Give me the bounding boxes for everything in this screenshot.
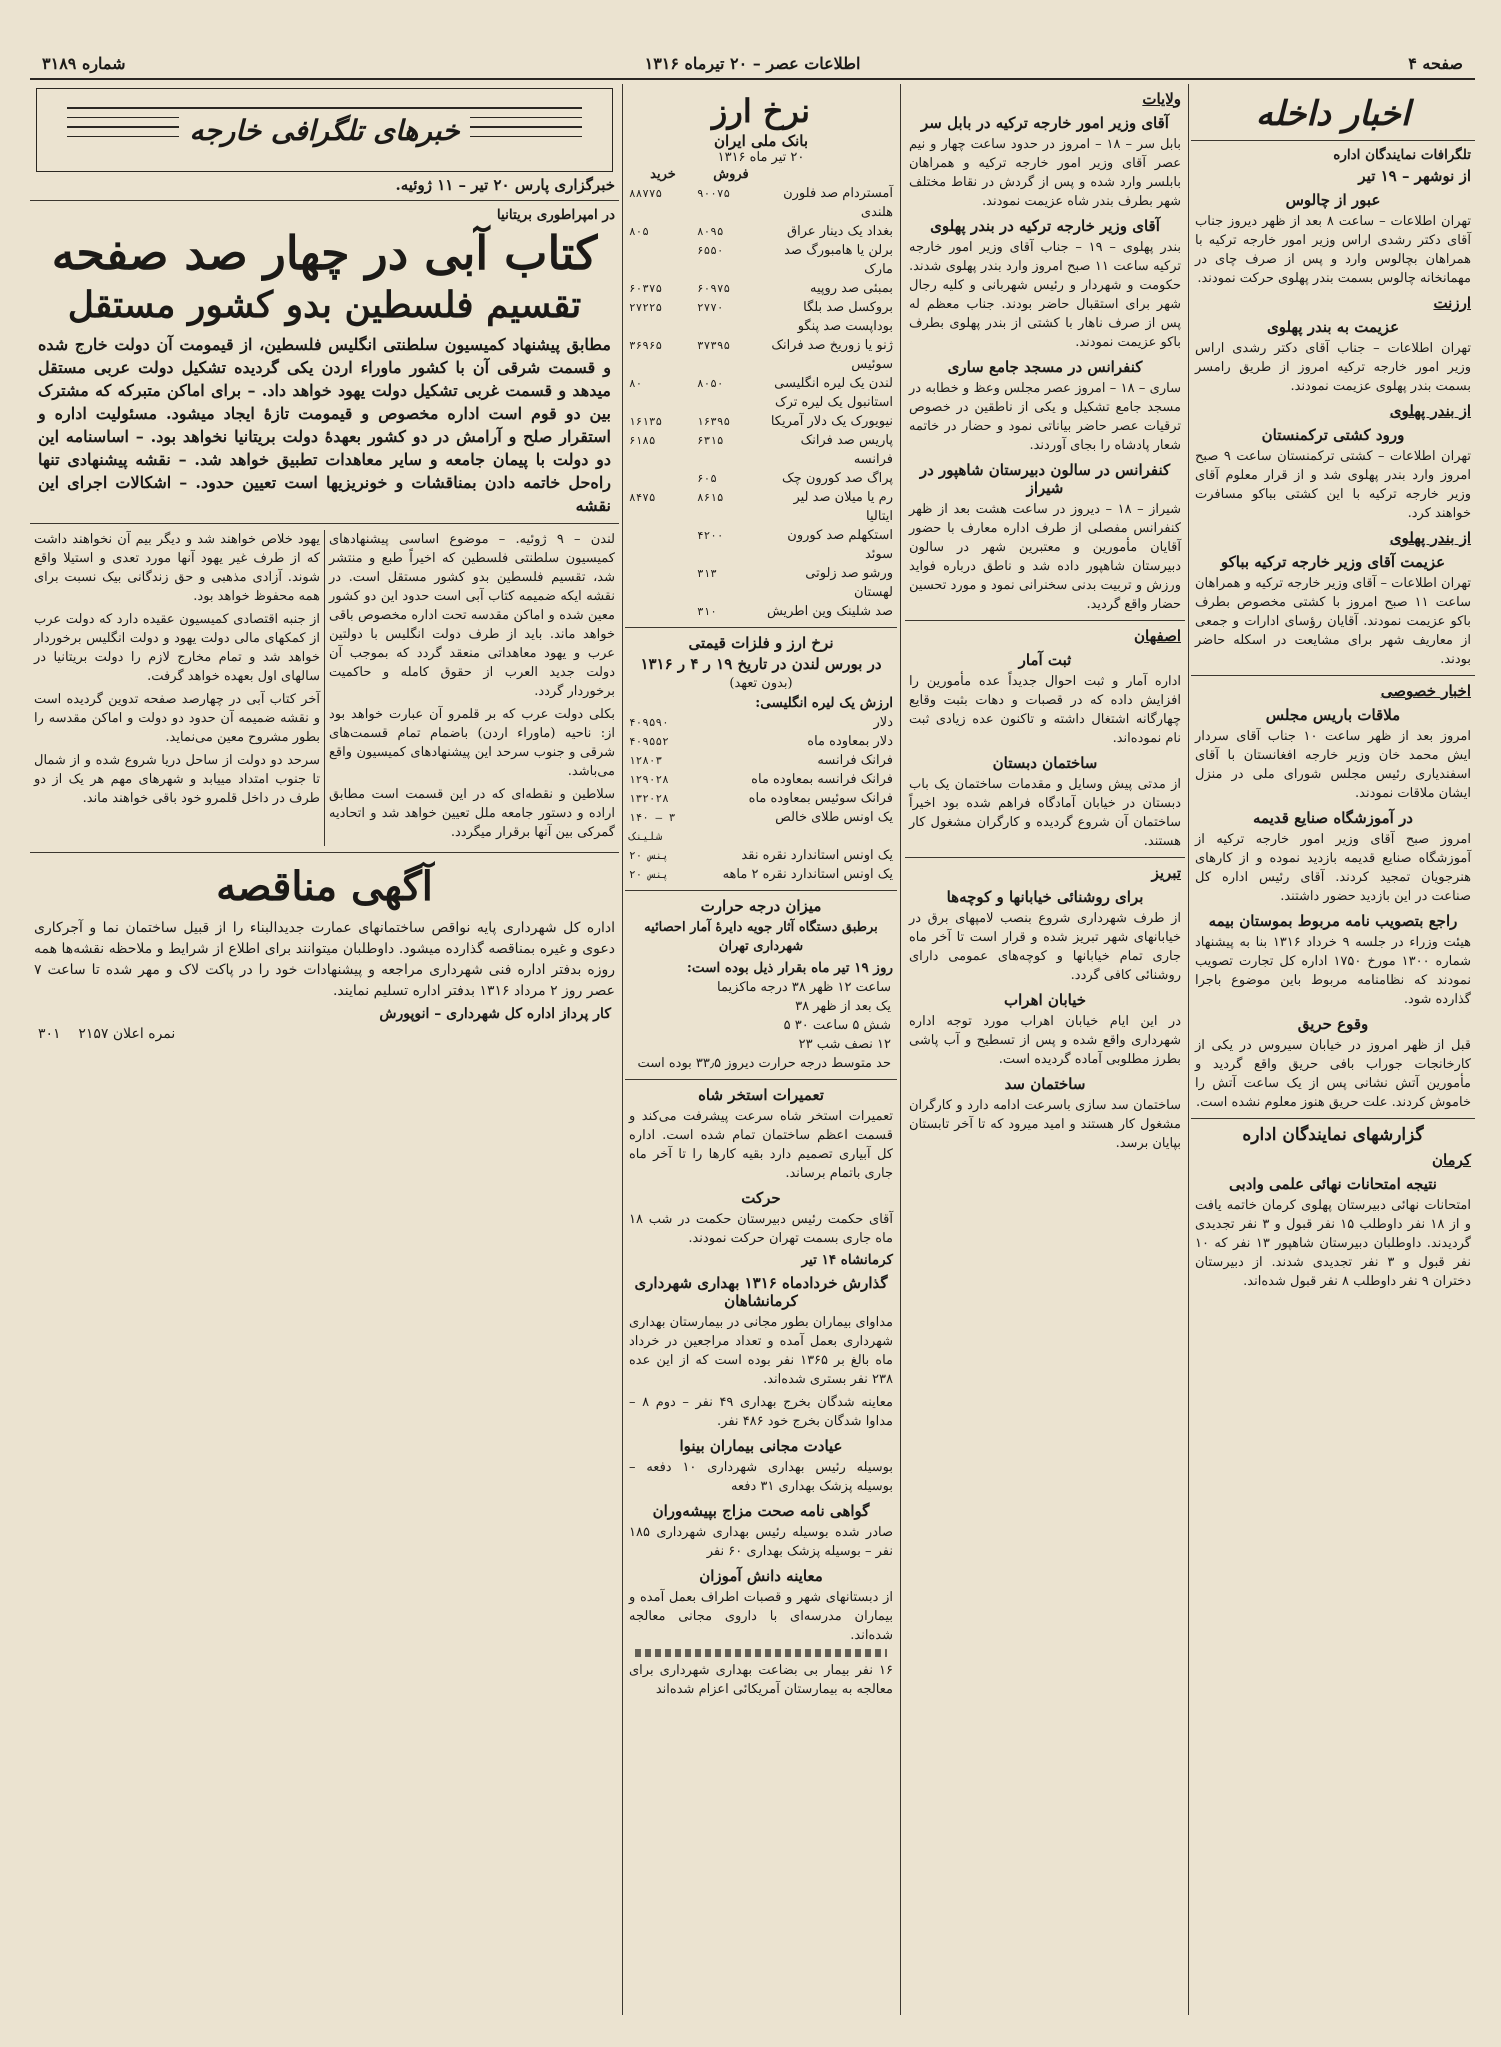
rate-row-label: استانبول یک لیره ترک: [774, 395, 893, 410]
rate-row-value: ۸۰۵۰: [697, 377, 724, 390]
rate-row: [629, 317, 893, 336]
headline-2: تقسیم فلسطین بدو کشور مستقل: [67, 284, 582, 326]
banner-title: خبرهای تلگرافی خارجه: [179, 114, 469, 147]
metal-row: [629, 865, 893, 884]
rate-row-label: بوداپست صد پنگو: [797, 319, 893, 334]
metal-row-value: ۲۰ پنس: [629, 849, 669, 862]
foreign-subcol-left: [30, 530, 325, 846]
rate-row: [629, 298, 893, 317]
foreign-paragraph: یهود خلاص خواهند شد و دیگر بیم آن نخواهند داشت که از طرف غیر یهود آنها مورد تعدی و استیلا واقع شوند. آزادی مذهبی و حق زندگانی بیک نسبت برای همه محفوظ خواهد بود.: [34, 532, 320, 604]
metal-row: [629, 808, 893, 846]
headline-1: کتاب آبی در چهار صد صفحه: [51, 226, 598, 280]
metal-row-label: فرانک فرانسه بمعاوده ماه: [751, 772, 893, 787]
tender-ad-no: نمره اعلان ۲۱۵۷: [78, 1026, 176, 1042]
rate-row: [629, 336, 893, 374]
rate-row-value: [629, 469, 697, 488]
rate-row-value: ۳۱۳: [697, 567, 717, 580]
rates-col-sell: فروش: [713, 167, 749, 182]
private-item-title: راجع بتصویب نامه مربوط بموستان بیمه: [1208, 912, 1458, 930]
rates-column: [625, 84, 897, 2015]
temp-sub: برطبق دستگاه آثار جویه دایرهٔ آمار احصائیه شهرداری تهران: [644, 920, 878, 954]
metal-row-value: ۴۰۹۵۹۰: [629, 716, 669, 729]
temp-row: حد متوسط درجه حرارت دیروز ۳۳٫۵ بوده است: [637, 1056, 891, 1071]
rate-row-value: [629, 393, 697, 412]
province-item-body: ساختمان سد سازی باسرعت ادامه دارد و کارگران مشغول کار هستند و امید میرود که تا آخر تابستان بپایان برسد.: [909, 1098, 1181, 1151]
province-item-title: آقای وزیر امور خارجه ترکیه در بابل سر: [921, 114, 1169, 132]
rate-row: [629, 602, 893, 621]
shah-body: تعمیرات استخر شاه سرعت پیشرفت می‌کند و قسمت اعظم ساختمان تمام شده است. اداره کل آبیاری تصمیم دارد بقیه کارها را تا آخر ماه جاری باتمام برساند.: [629, 1109, 893, 1181]
foreign-subcol-right: [325, 530, 619, 846]
page-label: صفحه ۴: [1408, 54, 1463, 73]
rate-row-value: ۳۱۰: [697, 605, 717, 618]
health-body-2: معاینه شدگان بخرج بهداری ۴۹ نفر – دوم ۸ – مداوا شدگان بخرج خود ۴۸۶ نفر.: [629, 1395, 893, 1429]
domestic-column: [1191, 84, 1475, 2015]
domestic-item-body: تهران اطلاعات – آقای وزیر خارجه ترکیه و همراهان ساعت ۱۱ صبح امروز با کشتی مخصوص بطرف باکو عزیمت نمودند. آقایان رؤسای ادارات و جمعی از معاریف شهر برای مشایعت در اسکله حاضر بودند.: [1195, 576, 1471, 667]
rate-row-value: [629, 564, 697, 602]
metal-row: [629, 846, 893, 865]
foreign-paragraph: بکلی دولت عرب که بر قلمرو آن عبارت خواهد بود از: ناحیه (ماوراء اردن) باضمام تمام قسمت‌های شرقی و جنوب سرحد این پیشنهادهای کمیسیون واقع می‌باشد.: [329, 707, 615, 779]
metal-row-label: دلار: [873, 715, 893, 730]
temp-row: شش ۵ ساعت ۳۰ ۵: [783, 1018, 891, 1033]
exam-body: امتحانات نهائی دبیرستان پهلوی کرمان خاتمه یافت و از ۱۸ نفر داوطلب ۱۵ نفر قبول و ۳ نفر تجدیدی گردیدند. داوطلبان دبیرستان شاهپور ۱۳ نفر که ۱۰ نفر قبول و ۳ نفر تجدیدی شدند. از دبیرستان دختران ۹ نفر داوطلب ۸ نفر قبول شده‌اند.: [1195, 1198, 1471, 1289]
rate-row-value: ۶۵۵۰: [697, 244, 724, 257]
provinces-column: [905, 84, 1185, 2015]
private-item-title: وقوع حریق: [1297, 1015, 1369, 1033]
rate-row-label: ژنو یا زوریخ صد فرانک سوئیس: [771, 338, 893, 372]
foreign-dateline: خبرگزاری پارس ۲۰ تیر – ۱۱ ژوئیه.: [395, 176, 615, 194]
metal-row-label: یک اونس طلای خالص: [775, 810, 893, 825]
rate-row-value: ۱۶۱۳۵: [629, 415, 663, 428]
cert-title: گواهی نامه صحت مزاج بپیشه‌وران: [652, 1502, 870, 1520]
metal-row-value: ۱۳۲۰۲۸: [629, 792, 669, 805]
tender-body: اداره کل شهرداری پایه نواقص ساختمانهای عمارت جدیدالبناء را از قبیل ساختمان نما و آجرکاری دعوی و غیره بمناقصه گذارده میشود. داوطلبان میتوانند برای اطلاع از شرایط و ملاحظه نقشه‌ها همه روزه بدفتر اداره فنی شهرداری مراجعه و پیشنهادات خود را در پاکت لاک و مهر شده تا ساعت ۷ عصر روز ۲ مرداد ۱۳۱۶ بدفتر اداره تسلیم نمایند.: [34, 920, 615, 999]
rate-row-label: استکهلم صد کورون سوئد: [787, 528, 893, 562]
domestic-item-title: ورود کشتی ترکمنستان: [1261, 426, 1405, 444]
newspaper-page: [30, 40, 1475, 2025]
metal-row-label: فرانک سوئیس بمعاوده ماه: [748, 791, 893, 806]
health-body: مداوای بیماران بطور مجانی در بیمارستان بهداری شهرداری بعمل آمده و تعداد مراجعین در خرداد ماه بالغ بر ۱۳۶۵ نفر بوده است که از این عده ۲۳۸ نفر بستری شده‌اند.: [629, 1315, 893, 1387]
domestic-item-title: عزیمت به بندر پهلوی: [1266, 318, 1400, 336]
domestic-subtitle: تلگرافات نمایندگان اداره: [1333, 147, 1471, 163]
rate-row: [629, 488, 893, 526]
rate-row-value: ۶۰۵: [697, 472, 717, 485]
metal-row-label: دلار بمعاوده ماه: [807, 734, 893, 749]
rate-row-value: ۸۰۹۵: [697, 225, 724, 238]
column-rule: [622, 84, 623, 2015]
rate-row-value: ۱۶۳۹۵: [697, 415, 731, 428]
metal-row: [629, 732, 893, 751]
domestic-item-title: عزیمت آقای وزیر خارجه ترکیه بباکو: [1220, 553, 1446, 571]
rate-row-value: [629, 241, 697, 279]
shah-title: تعمیرات استخر شاه: [698, 1086, 824, 1104]
move-title: حرکت: [741, 1189, 781, 1207]
metal-row: [629, 713, 893, 732]
province-item-title: ساختمان سد: [1004, 1075, 1086, 1093]
metal-row-label: یک اونس استاندارد نقره نقد: [741, 848, 893, 863]
rate-row: [629, 374, 893, 393]
rate-row: [629, 564, 893, 602]
province-item-title: ثبت آمار: [1018, 651, 1072, 669]
rate-row-value: ۸۰: [629, 377, 643, 390]
rate-row-label: لندن یک لیره انگلیسی: [774, 376, 893, 391]
rate-row: [629, 469, 893, 488]
foreign-kicker: در امپراطوری بریتانیا: [496, 207, 615, 223]
masthead: [30, 52, 1475, 80]
rate-row-value: ۶۳۱۵: [697, 434, 724, 447]
rate-row: [629, 222, 893, 241]
exam-title: نتیجه امتحانات نهائی علمی وادبی: [1229, 1175, 1437, 1193]
rate-row-label: رم یا میلان صد لیر ایتالیا: [793, 490, 893, 524]
rates-table: [625, 184, 897, 621]
rate-row-value: [697, 317, 765, 336]
section-title: اخبار خصوصی: [1380, 682, 1471, 700]
rate-row-value: ۸۰۵: [629, 225, 649, 238]
domestic-item-body: تهران اطلاعات – ساعت ۸ بعد از ظهر دیروز جناب آقای دکتر رشدی اراس وزیر امور خارجه ترکیه با همراهان بچالوس وارد و پس از صرف چای در مهمانخانه چالوس بسمت بندر پهلوی حرکت نمودند.: [1195, 214, 1471, 286]
temp-row: یک بعد از ظهر ۳۸: [795, 999, 891, 1014]
foreign-column: [30, 84, 619, 2015]
rate-row-label: پاریس صد فرانک فرانسه: [800, 433, 893, 467]
foreign-paragraph: سرحد دو دولت از ساحل دریا شروع شده و از شمال تا جنوب امتداد مییابد و شهرهای مهم هر یک از دو طرف در داخل قلمرو خود باقی خواهند ماند.: [34, 753, 320, 806]
section-title: ولایات: [1142, 90, 1181, 108]
province-item-title: کنفرانس در مسجد جامع ساری: [947, 358, 1143, 376]
rates-bank: بانک ملی ایران: [713, 132, 809, 150]
metal-row: [629, 770, 893, 789]
section-title: تبریز: [1151, 864, 1181, 882]
province-item-title: خیابان اهراب: [1004, 991, 1086, 1009]
metals-sub: در بورس لندن در تاریخ ۱۹ ر ۴ ر ۱۳۱۶: [640, 655, 882, 673]
private-item-body: امروز بعد از ظهر ساعت ۱۰ جناب آقای سردار ایش محمد خان وزیر خارجه افغانستان با آقای اسفندیاری رئیس مجلس شورای ملی در منزل ایشان ملاقات نمودند.: [1195, 729, 1471, 801]
private-item-title: ملاقات باریس مجلس: [1265, 706, 1401, 724]
metal-row-label: فرانک فرانسه: [817, 753, 893, 768]
rate-row-value: ۶۰۳۷۵: [629, 282, 663, 295]
domestic-dateline: از نوشهر – ۱۹ تیر: [1358, 167, 1471, 185]
rate-row-label: بمبئی صد روپیه: [809, 281, 893, 296]
province-item-title: ساختمان دبستان: [992, 754, 1098, 772]
rate-row-label: بغداد یک دینار عراق: [787, 224, 893, 239]
rate-row-label: پراگ صد کورون چک: [782, 471, 893, 486]
rate-row: [629, 526, 893, 564]
section-title: ارزنت: [1433, 294, 1471, 312]
rates-foot: ۱۶ نفر بیمار بی بضاعت بهداری شهرداری برای معالجه به بیمارستان آمریکائی اعزام شده‌اند: [629, 1663, 893, 1697]
rate-row-label: صد شلینک وین اطریش: [766, 604, 893, 619]
divider: [635, 1649, 887, 1657]
section-title: از بندر پهلوی: [1389, 402, 1471, 420]
rate-row-value: ۹۰۰۷۵: [697, 187, 731, 200]
metal-row: [629, 751, 893, 770]
rate-row-value: [629, 526, 697, 564]
issue-label: شماره ۳۱۸۹: [42, 54, 126, 73]
rate-row-value: ۳۷۳۹۵: [697, 339, 731, 352]
rate-row-value: ۶۱۸۵: [629, 434, 656, 447]
metal-row-value: ۱۴۰ – ۳ شلینک: [629, 811, 676, 843]
private-item-body: قبل از ظهر امروز در خیابان سیروس در یکی از کارخانجات جوراب بافی حریق واقع گردید و مأمورین آتش نشانی پس از یک ساعت آتش را خاموش کردند. علت حریق هنوز معلوم نشده است.: [1195, 1038, 1471, 1110]
foreign-body-columns: [30, 530, 619, 846]
rate-row-label: بروکسل صد بلگا: [803, 300, 893, 315]
school-body: از دبستانهای شهر و قصبات اطراف بعمل آمده و بیماران مدرسه‌ای با داروی مجانی معالجه شده‌اند.: [629, 1590, 893, 1643]
temp-row: ۱۲ نصف شب ۲۳: [798, 1037, 891, 1052]
metal-row-value: ۱۲۸۰۳: [629, 754, 663, 767]
province-item-body: بابل سر – ۱۸ – امروز در حدود ساعت چهار و نیم عصر آقای وزیر امور خارجه ترکیه و همراهان بابلسر وارد شده و پس از گردش در نقاط مختلف شهر بطرف بندر شاه عزیمت نمودند.: [909, 137, 1181, 209]
column-rule: [900, 84, 901, 2015]
metal-row-value: ۲۰ پنس: [629, 868, 669, 881]
temp-title: میزان درجه حرارت: [700, 897, 822, 915]
metals-title: نرخ ارز و فلزات قیمتی: [688, 634, 834, 652]
private-item-body: هیئت وزراء در جلسه ۹ خرداد ۱۳۱۶ بنا به پیشنهاد شماره ۱۳۰۰ مورخ ۱۷۵۰ اداره کل تجارت تصویب نمودند که نظامنامه مربوط باین موضوع باجرا گذارده شود.: [1195, 935, 1471, 1007]
province-item-body: در این ایام خیابان اهراب مورد توجه اداره شهرداری واقع شده و پس از تسطیح و آب پاشی بطرز مطلوبی آماده گردیده است.: [909, 1014, 1181, 1067]
foreign-paragraph: سلاطین و نقطه‌ای که در این قسمت است مطابق اراده و دستور جامعه ملل تعیین خواهد شد و اتحادیه گمرکی بین آنها برقرار میگردد.: [329, 787, 615, 840]
rate-row: [629, 393, 893, 412]
metal-row-label: یک اونس استاندارد نقره ۲ ماهه: [722, 867, 893, 882]
rates-title: نرخ ارز: [711, 92, 811, 130]
rate-row: [629, 431, 893, 469]
move-body: آقای حکمت رئیس دبیرستان حکمت در شب ۱۸ ماه جاری بسمت تهران حرکت نمودند.: [629, 1212, 893, 1246]
tender-ad-code: ۳۰۱: [38, 1026, 61, 1042]
province-item-title: آقای وزیر خارجه ترکیه در بندر پهلوی: [930, 217, 1160, 235]
reports-title: گزارشهای نمایندگان اداره: [1242, 1125, 1424, 1145]
rate-row: [629, 412, 893, 431]
section-title: کرمان: [1431, 1151, 1471, 1169]
rate-row-value: [629, 317, 697, 336]
rate-row-label: آمستردام صد فلورن هلندی: [783, 186, 893, 220]
metal-row-value: ۱۲۹۰۲۸: [629, 773, 669, 786]
rate-row-value: ۲۷۲۲۵: [629, 301, 663, 314]
rate-row-label: برلن یا هامبورگ صد مارک: [784, 243, 893, 277]
foreign-paragraph: از جنبه اقتصادی کمیسیون عقیده دارد که دولت عرب از کمکهای مالی دولت یهود و دولت انگلیس برخوردار خواهد شد و تمام مخارج لازم را دولت بریتانیا در سالهای اول بعهده خواهد گرفت.: [34, 612, 320, 684]
metal-row: [629, 789, 893, 808]
column-rule: [1188, 84, 1189, 2015]
foreign-lead: مطابق پیشنهاد کمیسیون سلطنتی انگلیس فلسطین، از قیمومت آن دولت خارج شده و قسمت شرقی آن با کشور ماوراء اردن یکی گردیده تشکیل دولت عربی مستقل میدهد و قسمت غربی تشکیل دولت یهود خواهد داد. – برای اماکن متبرکه که مشترک بین دو قوم است اداره مخصوص و قیمومت تازهٔ ایجاد میشود. مسئولیت اداره و استقرار صلح و آرامش در دو کشور بعهدهٔ دولت بریتانیا نخواهد بود. – اساسنامه این دو دولت با پیمان جامعه و سایر معاهدات تطبیق خواهد شد. – نقشه پیشنهادی تنها راه‌حل خاتمه دادن بمناقشات و خونریزیها است تعیین حدود. – اشکالات اجرای این نقشه: [38, 335, 611, 515]
rates-header-row: [629, 165, 893, 184]
school-title: معاینه دانش آموزان: [699, 1567, 823, 1585]
rate-row-value: ۶۰۹۷۵: [697, 282, 731, 295]
rates-col-buy: خرید: [650, 167, 676, 182]
rate-row-value: ۴۲۰۰: [697, 529, 724, 542]
tender-signature: کار پرداز اداره کل شهرداری – انوپورش: [379, 1006, 611, 1022]
domestic-item-body: تهران اطلاعات – جناب آقای دکتر رشدی اراس وزیر امور خارجه ترکیه امروز از طریق رامسر بسمت بندر پهلوی عزیمت نمودند.: [1195, 341, 1471, 394]
rate-row-value: ۸۴۷۵: [629, 491, 656, 504]
rate-row: [629, 279, 893, 298]
kermanshah-dateline: کرمانشاه ۱۴ تیر: [801, 1252, 893, 1268]
rate-row-label: نیویورک یک دلار آمریکا: [770, 414, 893, 429]
metal-row-value: ۴۰۹۵۵۲: [629, 735, 669, 748]
metals-note: (بدون تعهد): [729, 676, 793, 691]
rate-row-value: ۸۶۱۵: [697, 491, 724, 504]
rate-row-value: ۲۷۷۰: [697, 301, 724, 314]
foreign-paragraph: لندن – ۹ ژوئیه. – موضوع اساسی پیشنهادهای کمیسیون سلطنتی فلسطین که اخیراً طبع و منتشر شد، تقسیم فلسطین بدو کشور مستقل است. در نقشه ایکه ضمیمه کتاب آبی است حدود این دو کشور معین شده و اماکن مقدسه تحت اداره مخصوص باقی خواهد ماند. باید از طرف دولت انگلیس با دولتین عرب و یهود معاهداتی منعقد گردد که بموجب آن دولت جدید العرب از حقوق کامله و حاکمیت برخوردار گردد.: [329, 532, 615, 699]
rate-row-value: [697, 393, 765, 412]
domestic-title: اخبار داخله: [1255, 94, 1411, 134]
rate-row: [629, 241, 893, 279]
province-item-body: از طرف شهرداری شروع بنصب لامپهای برق در خیابانهای شهر تبریز شده و قرار است تا آخر ماه جاری تمام خیابانها و کوچه‌های عمومی دارای روشنائی کافی گردد.: [909, 911, 1181, 983]
rate-row: [629, 184, 893, 222]
rate-row-value: ۳۶۹۶۵: [629, 339, 663, 352]
tender-title: آگهی مناقصه: [216, 863, 433, 910]
temp-line: روز ۱۹ تیر ماه بقرار ذیل بوده است:: [686, 960, 893, 976]
metals-table: [625, 713, 897, 884]
temp-table: [625, 978, 897, 1073]
private-item-body: امروز صبح آقای وزیر امور خارجه ترکیه از آموزشگاه صنایع قدیمه بازدید نموده و از کارهای هنرجویان تمجید کردند. آقای رئیس اداره کل صناعت در این بازدید حضور داشتند.: [1195, 832, 1471, 904]
rate-row-value: [629, 602, 697, 621]
rates-date: ۲۰ تیر ماه ۱۳۱۶: [717, 150, 805, 165]
province-item-body: از مدتی پیش وسایل و مقدمات ساختمان یک باب دبستان در خیابان آمادگاه فراهم شده بود اخیراً ساختمان آن شروع گردیده و کارگران مشغول کار هستند.: [909, 777, 1181, 849]
masthead-center: اطلاعات عصر – ۲۰ تیرماه ۱۳۱۶: [644, 54, 861, 73]
domestic-item-title: عبور از چالوس: [1285, 191, 1381, 209]
health-title: گذارش خردادماه ۱۳۱۶ بهداری شهرداری کرمانشاهان: [634, 1274, 888, 1310]
province-item-body: اداره آمار و ثبت احوال جدیداً عده مأمورین را افزایش داده که در قصبات و دهات بثبت وقایع چهارگانه اشتغال داشته و تاکنون عده زیادی ثبت نام نموده‌اند.: [909, 674, 1181, 746]
private-item-title: در آموزشگاه صنایع قدیمه: [1253, 809, 1413, 827]
cert-body: صادر شده بوسیله رئیس بهداری شهرداری ۱۸۵ نفر – بوسیله پزشک بهداری ۶۰ نفر: [629, 1525, 893, 1559]
tender-footer: [38, 1026, 611, 1042]
temp-row: ساعت ۱۲ ظهر ۳۸ درجه ماکزیما: [717, 980, 891, 995]
free-title: عیادت مجانی بیماران بینوا: [679, 1437, 843, 1455]
tender-ad: [30, 863, 619, 1042]
free-body: بوسیله رئیس بهداری شهرداری ۱۰ دفعه – بوسیله پزشک بهداری ۳۱ دفعه: [629, 1460, 893, 1494]
metals-head: ارزش یک لیره انگلیسی:: [755, 695, 893, 711]
province-item-body: بندر پهلوی – ۱۹ – جناب آقای وزیر امور خارجه ترکیه ساعت ۱۱ صبح امروز وارد بندر پهلوی شدند. حکومت و شهردار و رئیس شهربانی و کلیه رجال شهر برای استقبال حاضر بودند. جناب معظم له پس از صرف ناهار با کشتی از بندر پهلوی بطرف باکو عزیمت نمودند.: [909, 240, 1181, 350]
rate-row-value: ۸۸۷۷۵: [629, 187, 663, 200]
rate-row-label: ورشو صد زلوتی لهستان: [805, 566, 893, 600]
domestic-item-body: تهران اطلاعات – کشتی ترکمنستان ساعت ۹ صبح امروز وارد بندر پهلوی شد و از قرار معلوم آقای وزیر خارجه ترکیه با این کشتی بباکو مسافرت خواهند کرد.: [1195, 449, 1471, 521]
section-title: اصفهان: [1134, 627, 1181, 645]
province-item-body: شیراز – ۱۸ – دیروز در ساعت هشت بعد از ظهر کنفرانس مفصلی از طرف اداره معارف با حضور آقایان مأمورین و معتبرین شهر در سالون دبیرستان شاهپور داده شد و ناطق درباره فواید ورزش و تربیت بدنی سخنرانی نمود و مورد تحسین حضار واقع گردید.: [909, 502, 1181, 612]
province-item-body: ساری – ۱۸ – امروز عصر مجلس وعظ و خطابه در مسجد جامع تشکیل و یکی از ناطقین در خصوص ترقیات عصر حاضر بیاناتی نمود و حضار در خاتمه شعار پادشاه را بجای آوردند.: [909, 381, 1181, 453]
province-item-title: برای روشنائی خیابانها و کوچه‌ها: [946, 888, 1144, 906]
foreign-paragraph: آخر کتاب آبی در چهارصد صفحه تدوین گردیده است و نقشه ضمیمه آن حدود دو دولت و اماکن مقدسه را بطور مشروح معین می‌نماید.: [34, 692, 320, 745]
section-title: از بندر پهلوی: [1389, 529, 1471, 547]
foreign-banner: [36, 88, 613, 172]
province-item-title: کنفرانس در سالون دبیرستان شاهپور در شیراز: [919, 461, 1171, 497]
